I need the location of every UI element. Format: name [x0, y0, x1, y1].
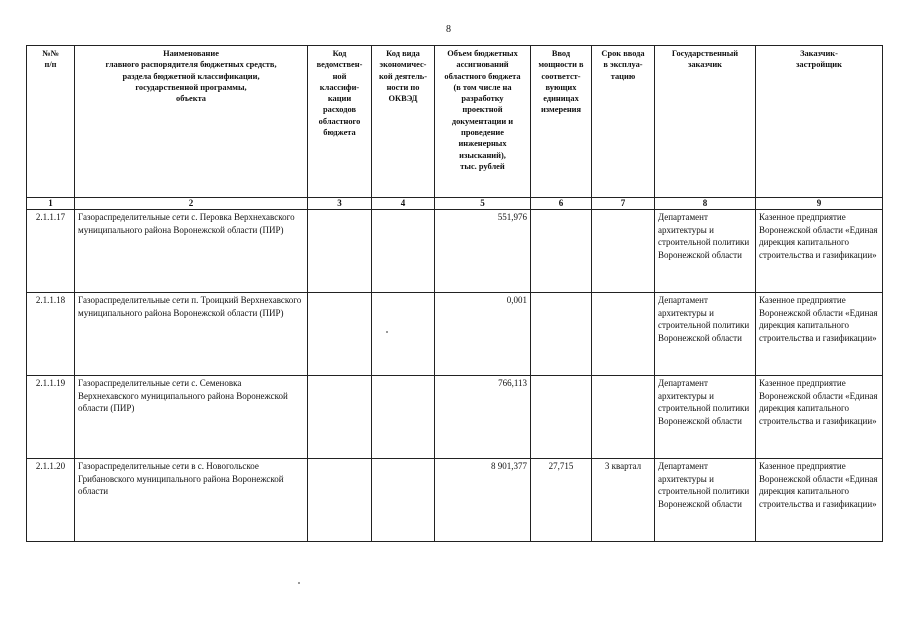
term: 3 квартал [592, 459, 655, 542]
amount: 0,001 [435, 293, 531, 376]
row-number: 2.1.1.18 [27, 293, 75, 376]
capacity [531, 376, 592, 459]
column-number: 7 [592, 198, 655, 210]
object-name: Газораспределительные сети п. Троицкий Верхнехавского муниципального района Воронежской области (ПИР) [75, 293, 308, 376]
column-number: 3 [308, 198, 372, 210]
header-cell: Код ведомствен- ной классифи- кации расходов областного бюджета [308, 46, 372, 198]
column-number: 5 [435, 198, 531, 210]
scan-speck [298, 582, 300, 584]
row-number: 2.1.1.20 [27, 459, 75, 542]
table-row [27, 376, 883, 459]
row-number: 2.1.1.17 [27, 210, 75, 293]
header-cell: №№ п/п [27, 46, 75, 198]
developer: Казенное предприятие Воронежской области «Единая дирекция капитального строительства и газификации» [756, 293, 883, 376]
amount: 8 901,377 [435, 459, 531, 542]
column-number: 6 [531, 198, 592, 210]
table-row [27, 293, 883, 376]
term [592, 210, 655, 293]
object-name: Газораспределительные сети с. Семеновка Верхнехавского муниципального района Воронежской области (ПИР) [75, 376, 308, 459]
header-cell: Объем бюджетных ассигнований областного бюджета (в том числе на разработку проектной документации и проведение инженерных изысканий), тыс. рублей [435, 46, 531, 198]
column-number: 2 [75, 198, 308, 210]
state-customer: Департамент архитектуры и строительной политики Воронежской области [655, 210, 756, 293]
amount: 766,113 [435, 376, 531, 459]
dept-code [308, 459, 372, 542]
header-cell: Государственный заказчик [655, 46, 756, 198]
scan-speck [386, 331, 388, 333]
developer: Казенное предприятие Воронежской области «Единая дирекция капитального строительства и газификации» [756, 459, 883, 542]
okved-code [372, 210, 435, 293]
row-number: 2.1.1.19 [27, 376, 75, 459]
table-row [27, 459, 883, 542]
object-name: Газораспределительные сети с. Перовка Верхнехавского муниципального района Воронежской области (ПИР) [75, 210, 308, 293]
state-customer: Департамент архитектуры и строительной политики Воронежской области [655, 376, 756, 459]
capacity [531, 293, 592, 376]
budget-table [26, 45, 883, 542]
developer: Казенное предприятие Воронежской области «Единая дирекция капитального строительства и газификации» [756, 210, 883, 293]
term [592, 293, 655, 376]
state-customer: Департамент архитектуры и строительной политики Воронежской области [655, 293, 756, 376]
amount: 551,976 [435, 210, 531, 293]
capacity: 27,715 [531, 459, 592, 542]
object-name: Газораспределительные сети в с. Новогольское Грибановского муниципального района Воронежской области [75, 459, 308, 542]
dept-code [308, 376, 372, 459]
column-number: 8 [655, 198, 756, 210]
column-number: 1 [27, 198, 75, 210]
header-cell: Срок ввода в эксплуа- тацию [592, 46, 655, 198]
state-customer: Департамент архитектуры и строительной политики Воронежской области [655, 459, 756, 542]
developer: Казенное предприятие Воронежской области «Единая дирекция капитального строительства и газификации» [756, 376, 883, 459]
capacity [531, 210, 592, 293]
column-number: 4 [372, 198, 435, 210]
header-row [27, 46, 883, 198]
okved-code [372, 459, 435, 542]
okved-code [372, 376, 435, 459]
term [592, 376, 655, 459]
header-cell: Код вида экономичес- кой деятель- ности по ОКВЭД [372, 46, 435, 198]
okved-code [372, 293, 435, 376]
header-cell: Ввод мощности в соответст- вующих единицах измерения [531, 46, 592, 198]
dept-code [308, 293, 372, 376]
header-cell: Наименование главного распорядителя бюджетных средств, раздела бюджетной классификации, государственной программы, объекта [75, 46, 308, 198]
column-number: 9 [756, 198, 883, 210]
column-number-row [27, 198, 883, 210]
dept-code [308, 210, 372, 293]
table-row [27, 210, 883, 293]
header-cell: Заказчик- застройщик [756, 46, 883, 198]
page-number: 8 [446, 24, 451, 35]
